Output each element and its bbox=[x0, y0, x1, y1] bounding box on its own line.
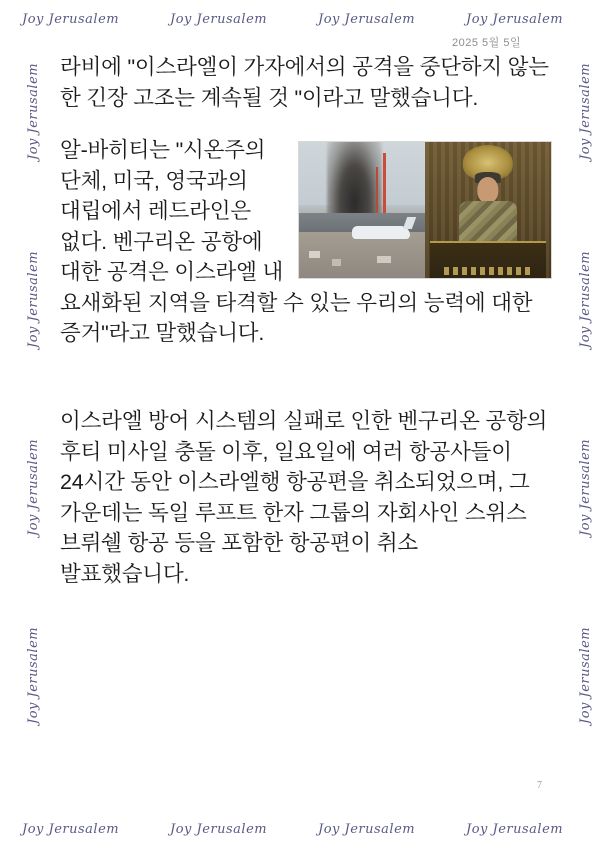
watermark-left-2: Joy Jerusalem bbox=[26, 250, 41, 348]
watermark-right-1: Joy Jerusalem bbox=[578, 62, 593, 160]
watermark-top-4: Joy Jerusalem bbox=[466, 12, 564, 27]
watermark-left-4: Joy Jerusalem bbox=[26, 626, 41, 724]
podium-inscription bbox=[444, 267, 532, 275]
ground-vehicle-2 bbox=[332, 259, 341, 266]
watermark-right-4: Joy Jerusalem bbox=[578, 626, 593, 724]
watermark-right-2: Joy Jerusalem bbox=[578, 250, 593, 348]
watermark-top-2: Joy Jerusalem bbox=[170, 12, 268, 27]
watermark-top-3: Joy Jerusalem bbox=[318, 12, 416, 27]
watermark-left-1: Joy Jerusalem bbox=[26, 62, 41, 160]
ground-vehicle-1 bbox=[309, 251, 320, 258]
date-stamp: 2025 5월 5일 bbox=[452, 37, 522, 49]
watermark-top-1: Joy Jerusalem bbox=[22, 12, 120, 27]
ground-vehicle-3 bbox=[377, 256, 391, 263]
podium bbox=[430, 241, 546, 278]
paragraph-2: 알-바히티는 "시온주의 단체, 미국, 영국과의 대립에서 레드라인은 없다. 벤구리온 공항에 대한 공격은 이스라엘 내 요새화된 지역을 타격할 수 있는 우리의 능력에 대한 증거"라고 말했습니다. bbox=[60, 138, 533, 346]
spokesman-head bbox=[477, 177, 498, 203]
watermark-bottom-2: Joy Jerusalem bbox=[170, 822, 268, 837]
paragraph-3: 이스라엘 방어 시스템의 실패로 인한 벤구리온 공항의 후티 미사일 충돌 이후, 일요일에 여러 항공사들이 24시간 동안 이스라엘행 항공편을 취소되었으며, 그 가운데는 독일 루프트 한자 그룹의 자회사인 스위스 브뤼쉘 항공 등을 포함한 항공편이 취소 발표했습니다. bbox=[60, 409, 548, 586]
airplane-icon bbox=[352, 226, 410, 238]
watermark-bottom-1: Joy Jerusalem bbox=[22, 822, 120, 837]
article-body bbox=[60, 52, 552, 629]
photo-spokesman-scene bbox=[425, 142, 551, 278]
paragraph-1: 라비에 "이스라엘이 가자에서의 공격을 중단하지 않는 한 긴장 고조는 계속될 것 "이라고 말했습니다. bbox=[60, 55, 549, 110]
photo-airport-scene bbox=[299, 142, 425, 278]
watermark-bottom-4: Joy Jerusalem bbox=[466, 822, 564, 837]
news-photo bbox=[298, 141, 552, 279]
watermark-left-3: Joy Jerusalem bbox=[26, 438, 41, 536]
watermark-bottom-3: Joy Jerusalem bbox=[318, 822, 416, 837]
paragraph-2-with-photo bbox=[60, 135, 552, 349]
watermark-right-3: Joy Jerusalem bbox=[578, 438, 593, 536]
page-number: 7 bbox=[537, 780, 542, 791]
